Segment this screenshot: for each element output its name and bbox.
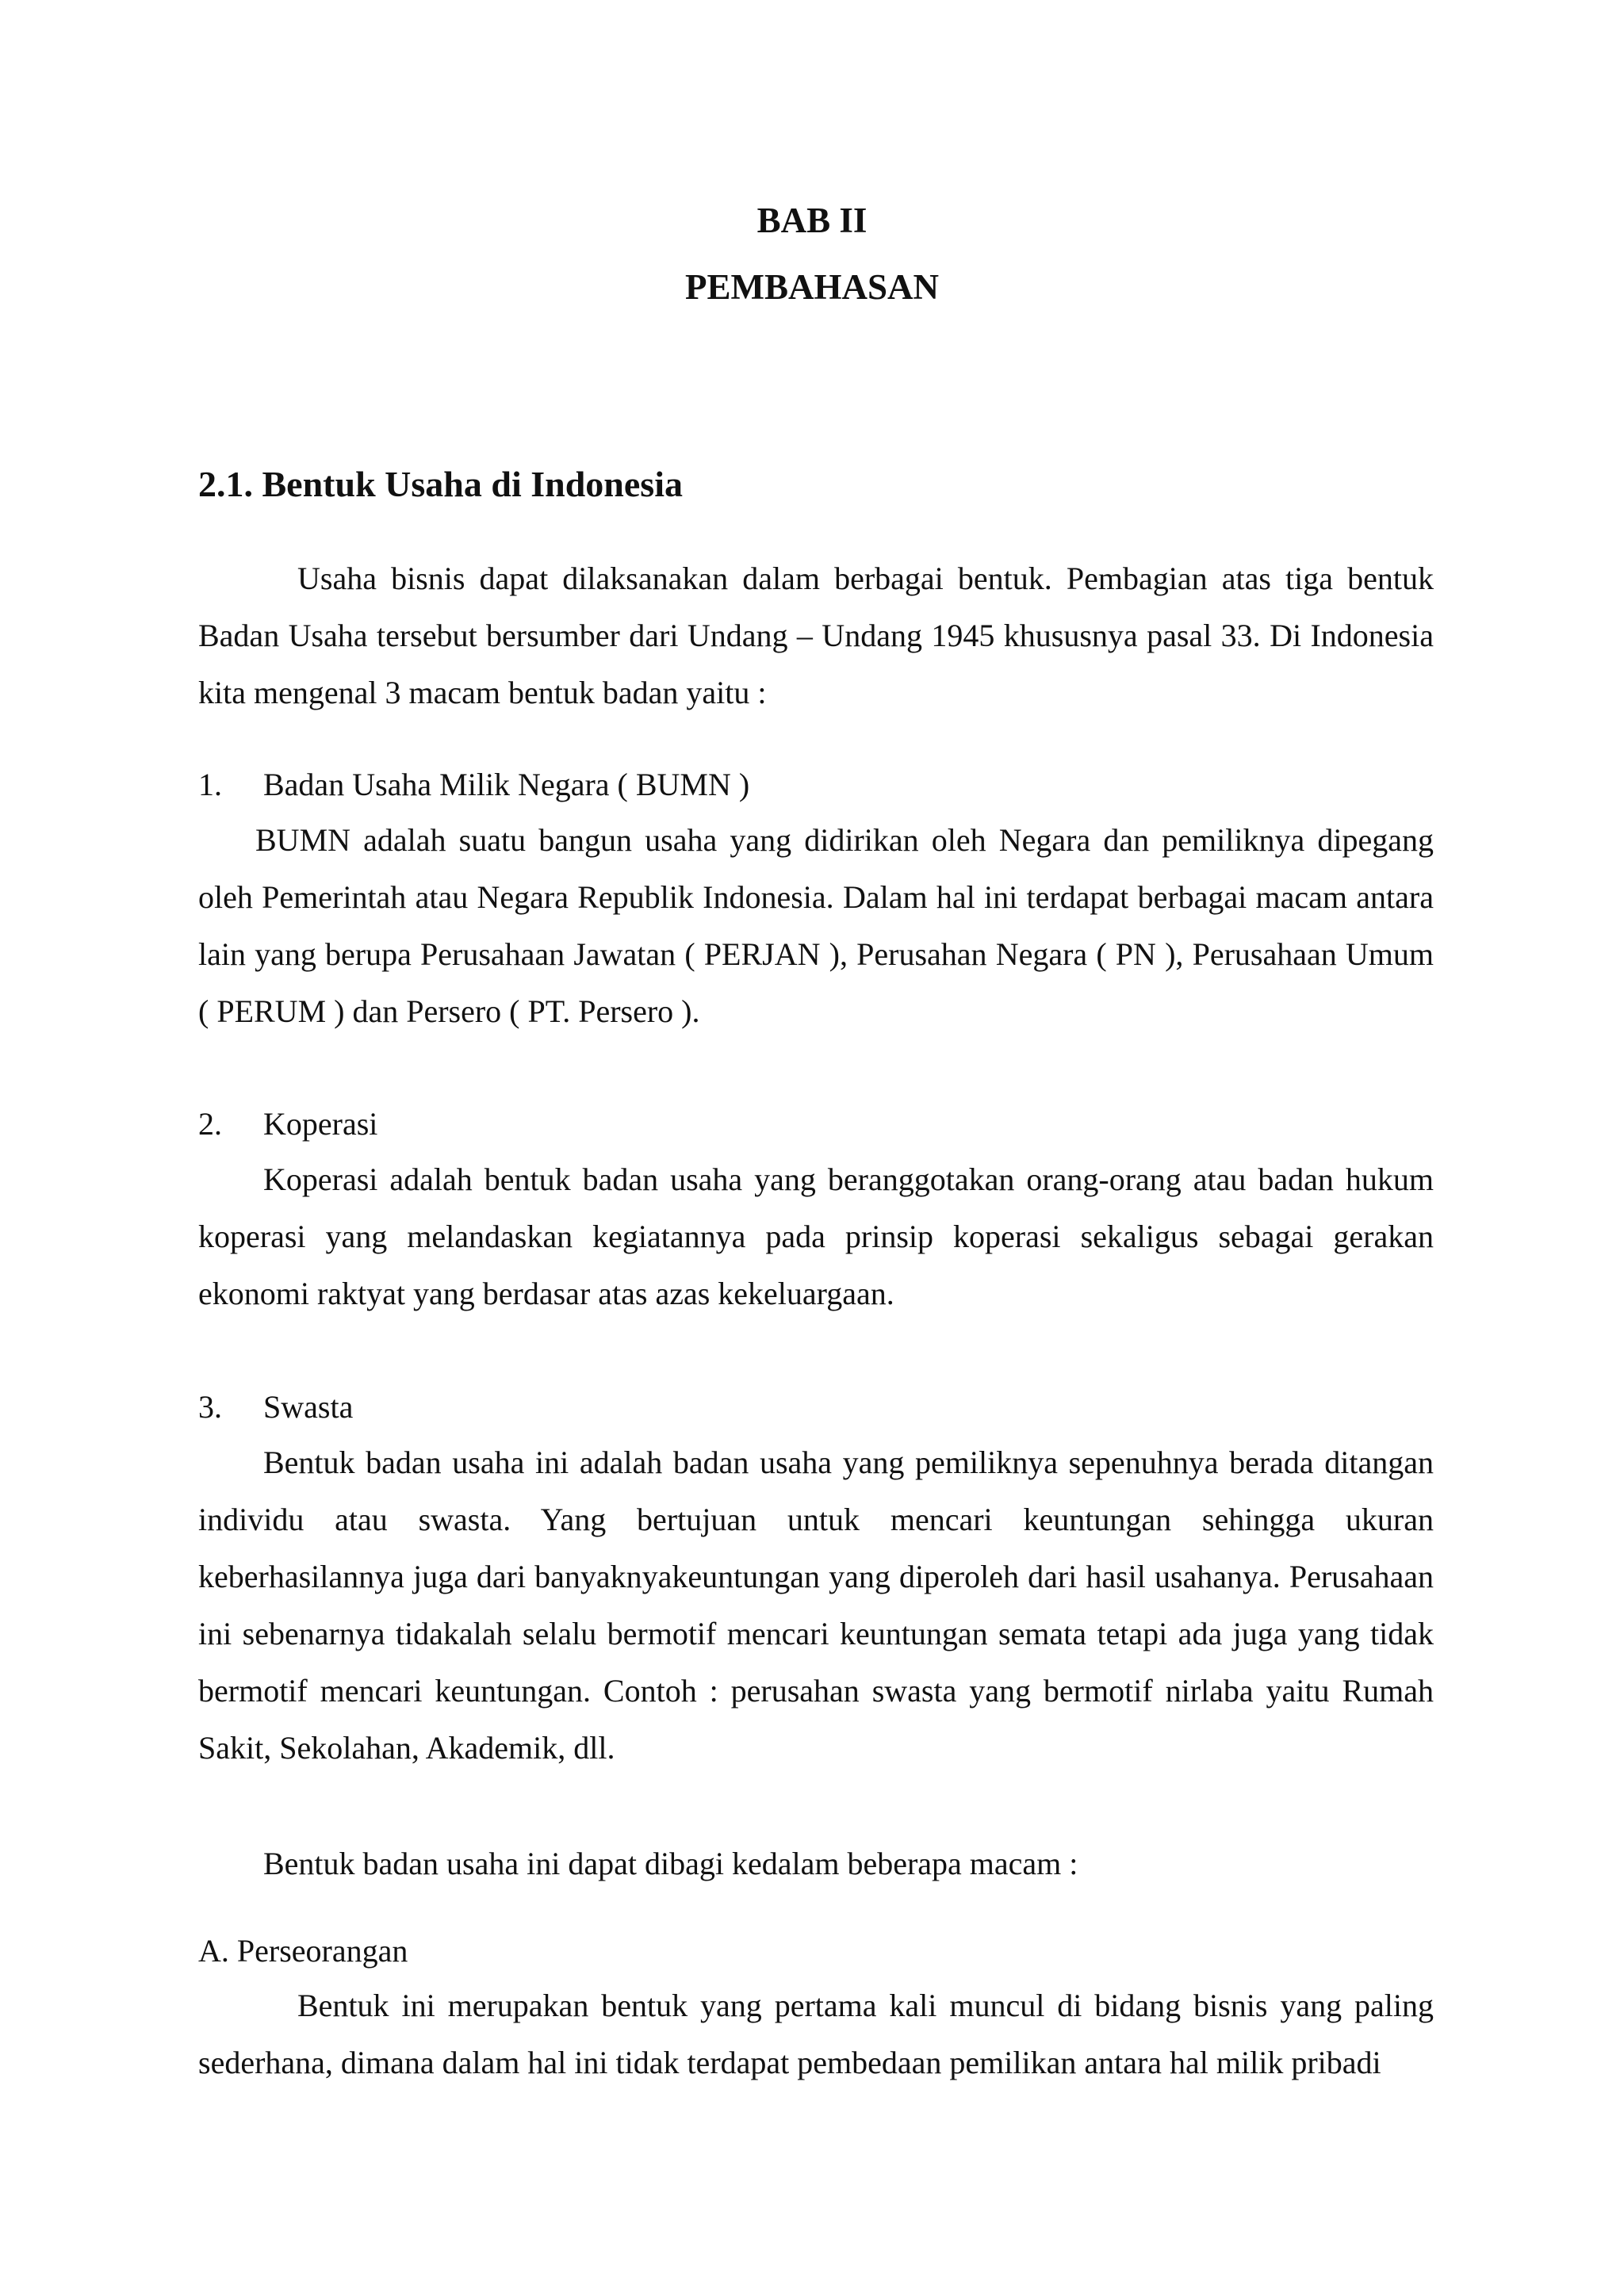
subsection-a-label: A. Perseorangan — [198, 1933, 408, 1969]
subsection-a-paragraph: Bentuk ini merupakan bentuk yang pertama kali muncul di bidang bisnis yang paling sederhana, dimana dalam hal ini tidak terdapat pembedaan pemilikan antara hal milik pribadi — [198, 1988, 1434, 2080]
bumn-paragraph: BUMN adalah suatu bangun usaha yang didirikan oleh Negara dan pemiliknya dipegang oleh Pemerintah atau Negara Republik Indonesia. Dalam hal ini terdapat berbagai macam antara lain yang berupa Perusahaan Jawatan ( PERJAN ), Perusahan Negara ( PN ), Perusahaan Umum ( PERUM ) dan Persero ( PT. Persero ). — [198, 822, 1434, 1029]
list-number: 2. — [198, 1106, 222, 1142]
swasta-paragraph: Bentuk badan usaha ini adalah badan usaha yang pemiliknya sepenuhnya berada ditangan individu atau swasta. Yang bertujuan untuk mencari keuntungan sehingga ukuran keberhasilannya juga dari banyaknyakeuntungan yang diperoleh dari hasil usahanya. Perusahaan ini sebenarnya tidakalah selalu bermotif mencari keuntungan semata tetapi ada juga yang tidak bermotif mencari keuntungan. Contoh : perusahan swasta yang bermotif nirlaba yaitu Rumah Sakit, Sekolahan, Akademik, dll. — [198, 1445, 1434, 1766]
koperasi-paragraph: Koperasi adalah bentuk badan usaha yang beranggotakan orang-orang atau badan hukum koperasi yang melandaskan kegiatannya pada prinsip koperasi sekaligus sebagai gerakan ekonomi raktyat yang berdasar atas azas kekeluargaan. — [198, 1161, 1434, 1311]
chapter-number: BAB II — [756, 201, 868, 240]
list-number: 1. — [198, 767, 222, 802]
list-label: Swasta — [263, 1389, 354, 1425]
intro-paragraph: Usaha bisnis dapat dilaksanakan dalam berbagai bentuk. Pembagian atas tiga bentuk Badan Usaha tersebut bersumber dari Undang – Undang 1945 khususnya pasal 33. Di Indonesia kita mengenal 3 macam bentuk badan yaitu : — [198, 561, 1434, 710]
list-label: Badan Usaha Milik Negara ( BUMN ) — [263, 767, 750, 802]
chapter-title: PEMBAHASAN — [684, 267, 939, 307]
list-label: Koperasi — [263, 1106, 378, 1142]
subdivision-intro: Bentuk badan usaha ini dapat dibagi kedalam beberapa macam : — [263, 1846, 1078, 1881]
section-title: 2.1. Bentuk Usaha di Indonesia — [198, 464, 683, 504]
list-number: 3. — [198, 1389, 222, 1425]
